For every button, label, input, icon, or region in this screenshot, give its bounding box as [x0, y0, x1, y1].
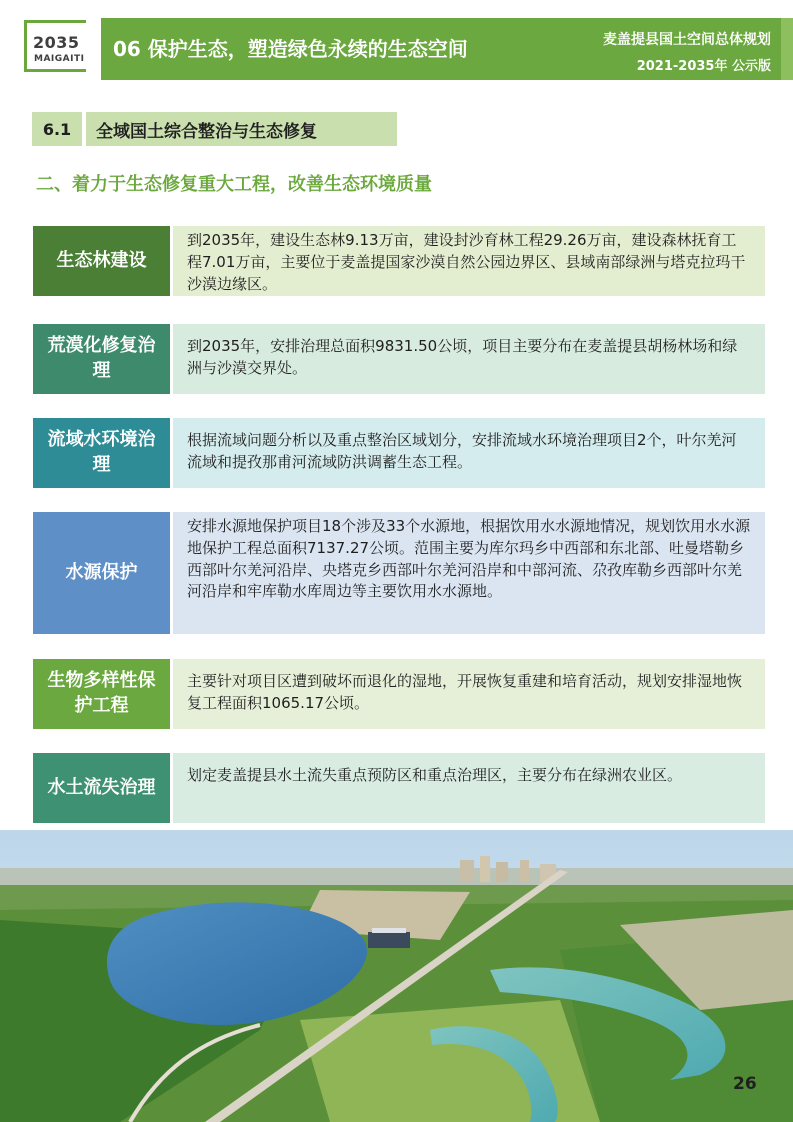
- item-label-soil-erosion: 水土流失治理: [33, 753, 170, 823]
- item-body-water-environment: 根据流域问题分析以及重点整治区域划分，安排流域水环境治理项目2个，叶尔羌河流域和提孜那甫河流域防洪调蓄生态工程。: [173, 418, 765, 488]
- item-label-desertification: 荒漠化修复治理: [33, 324, 170, 394]
- item-label-water-environment: 流域水环境治理: [33, 418, 170, 488]
- item-body-ecological-forest: 到2035年，建设生态林9.13万亩，建设封沙育林工程29.26万亩，建设森林抚育工程7.01万亩，主要位于麦盖提国家沙漠自然公园边界区、县域南部绿洲与塔克拉玛干沙漠边缘区。: [173, 226, 765, 296]
- sub-heading: 二、着力于生态修复重大工程，改善生态环境质量: [36, 174, 432, 195]
- item-label-ecological-forest: 生态林建设: [33, 226, 170, 296]
- section-title: 全域国土综合整治与生态修复: [86, 112, 397, 146]
- item-label-biodiversity: 生物多样性保护工程: [33, 659, 170, 729]
- item-body-soil-erosion: 划定麦盖提县水土流失重点预防区和重点治理区，主要分布在绿洲农业区。: [173, 753, 765, 823]
- document-edition: 2021-2035年 公示版: [636, 59, 771, 74]
- item-body-desertification: 到2035年，安排治理总面积9831.50公顷，项目主要分布在麦盖提县胡杨林场和绿洲与沙漠交界处。: [173, 324, 765, 394]
- logo-year: 2035: [33, 33, 80, 52]
- logo-name: MAIGAITI: [34, 54, 85, 64]
- document-title: 麦盖提县国土空间总体规划: [603, 32, 771, 48]
- aerial-landscape-photo: [0, 830, 793, 1122]
- item-label-water-source: 水源保护: [33, 512, 170, 634]
- item-body-water-source: 安排水源地保护项目18个涉及33个水源地，根据饮用水水源地情况，规划饮用水水源地保护工程总面积7137.27公顷。范围主要为库尔玛乡中西部和东北部、吐曼塔勒乡西部叶尔羌河沿岸、央塔克乡西部叶尔羌河沿岸和中部河流、尕孜库勒乡西部叶尔羌河沿岸和牢库勒水库周边等主要饮用水水源地。: [173, 512, 765, 634]
- header-bar-edge: [781, 18, 793, 80]
- page-number: 26: [733, 1074, 757, 1094]
- chapter-title: 06 保护生态，塑造绿色永续的生态空间: [113, 37, 468, 61]
- section-number: 6.1: [32, 112, 82, 146]
- item-body-biodiversity: 主要针对项目区遭到破坏而退化的湿地，开展恢复重建和培育活动，规划安排湿地恢复工程面积1065.17公顷。: [173, 659, 765, 729]
